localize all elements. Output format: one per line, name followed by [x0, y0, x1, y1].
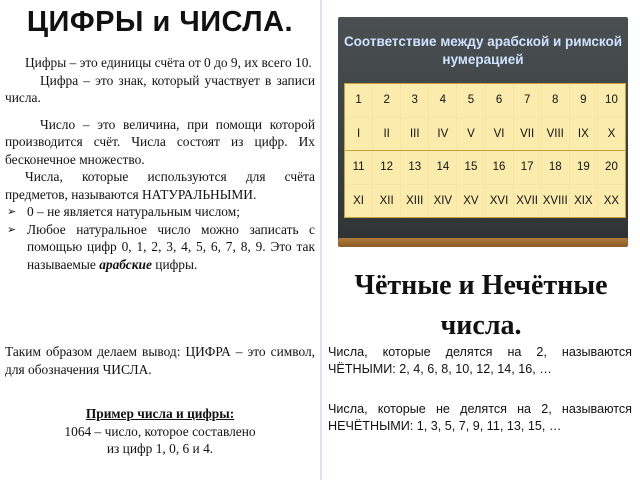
arabic-numeral-cell: 5 — [457, 84, 484, 117]
roman-numeral-cell: XIX — [570, 185, 597, 218]
chalkboard-image — [338, 17, 628, 245]
arabic-numeral-cell: 11 — [345, 151, 372, 184]
roman-numeral-cell: X — [598, 118, 625, 151]
arabic-numeral-cell: 3 — [401, 84, 428, 117]
roman-numeral-cell: VIII — [542, 118, 569, 151]
roman-numeral-cell: XIV — [429, 185, 456, 218]
emphasis-arabic: арабские — [99, 256, 152, 272]
arabic-numeral-cell: 4 — [429, 84, 456, 117]
example-line: из цифр 1, 0, 6 и 4. — [106, 441, 214, 456]
bullet-icon: ➢ — [7, 222, 17, 236]
roman-numeral-cell: XII — [373, 185, 400, 218]
facts-list — [5, 203, 315, 273]
arabic-numeral-cell: 16 — [486, 151, 513, 184]
roman-numeral-cell: IV — [429, 118, 456, 151]
arabic-numeral-cell: 10 — [598, 84, 625, 117]
definitions-block — [5, 54, 315, 273]
even-odd-heading: Чётные и Нечётные числа. — [354, 270, 608, 341]
bullet-icon: ➢ — [7, 205, 17, 218]
digits-definition: Цифры – это единицы счёта от 0 до 9, их всего 10. — [25, 55, 312, 70]
example-block — [5, 405, 315, 458]
roman-numeral-cell: III — [401, 118, 428, 151]
example-line: 1064 – число, которое составлено — [64, 423, 256, 439]
arabic-numeral-cell: 19 — [570, 151, 597, 184]
arabic-numeral-cell: 1 — [345, 84, 372, 117]
list-item: ➢ Любое натуральное число можно записать с помощью цифр 0, 1, 2, 3, 4, 5, 6, 7, 8, 9. Это так называемые арабские цифры. — [7, 221, 315, 272]
roman-numeral-cell: IX — [570, 118, 597, 151]
arabic-numeral-cell: 12 — [373, 151, 400, 184]
example-title: Пример числа и цифры: — [85, 406, 235, 421]
chalkboard-ledge — [338, 238, 628, 247]
column-divider — [320, 0, 322, 480]
arabic-numeral-cell: 13 — [401, 151, 428, 184]
roman-numeral-cell: V — [457, 118, 484, 151]
arabic-numeral-cell: 18 — [542, 151, 569, 184]
roman-numeral-cell: XV — [457, 185, 484, 218]
arabic-numeral-cell: 15 — [457, 151, 484, 184]
roman-numeral-cell: XVIII — [542, 185, 569, 218]
arabic-numeral-cell: 9 — [570, 84, 597, 117]
natural-numbers-definition: Числа, которые используются для счёта предметов, называются НАТУРАЛЬНЫМИ. — [5, 169, 315, 202]
number-definition: Число – это величина, при помощи которой производится счёт. Числа состоят из цифр. Их бесконечное множество. — [5, 116, 315, 167]
list-item: ➢ 0 – не является натуральным числом; — [7, 204, 240, 219]
roman-numeral-cell: VII — [514, 118, 541, 151]
roman-numeral-cell: I — [345, 118, 372, 151]
arabic-numeral-cell: 17 — [514, 151, 541, 184]
even-numbers-text: Числа, которые делятся на 2, называются ЧЁТНЫМИ: 2, 4, 6, 8, 10, 12, 14, 16, … — [328, 345, 632, 376]
arabic-numeral-cell: 7 — [514, 84, 541, 117]
odd-numbers-text: Числа, которые не делятся на 2, называются НЕЧЁТНЫМИ: 1, 3, 5, 7, 9, 11, 13, 15, … — [328, 402, 632, 433]
roman-numeral-cell: VI — [486, 118, 513, 151]
chalkboard-title: Соответствие между арабской и римской нумерацией — [343, 34, 623, 67]
roman-numeral-cell: XIII — [401, 185, 428, 218]
page-title: ЦИФРЫ и ЧИСЛА. — [26, 6, 294, 38]
roman-numeral-cell: XI — [345, 185, 372, 218]
arabic-numeral-cell: 6 — [486, 84, 513, 117]
arabic-numeral-cell: 20 — [598, 151, 625, 184]
arabic-numeral-cell: 14 — [429, 151, 456, 184]
roman-numeral-cell: XVII — [514, 185, 541, 218]
conclusion-text: Таким образом делаем вывод: ЦИФРА – это символ, для обозначения ЧИСЛА. — [5, 344, 315, 377]
arabic-numeral-cell: 8 — [542, 84, 569, 117]
roman-numeral-cell: XVI — [486, 185, 513, 218]
numerals-table-1-10 — [344, 83, 626, 151]
numerals-table-11-20 — [344, 150, 626, 218]
roman-numeral-cell: XX — [598, 185, 625, 218]
digit-sign-definition: Цифра – это знак, который участвует в записи числа. — [5, 72, 315, 105]
roman-numeral-cell: II — [373, 118, 400, 151]
arabic-numeral-cell: 2 — [373, 84, 400, 117]
